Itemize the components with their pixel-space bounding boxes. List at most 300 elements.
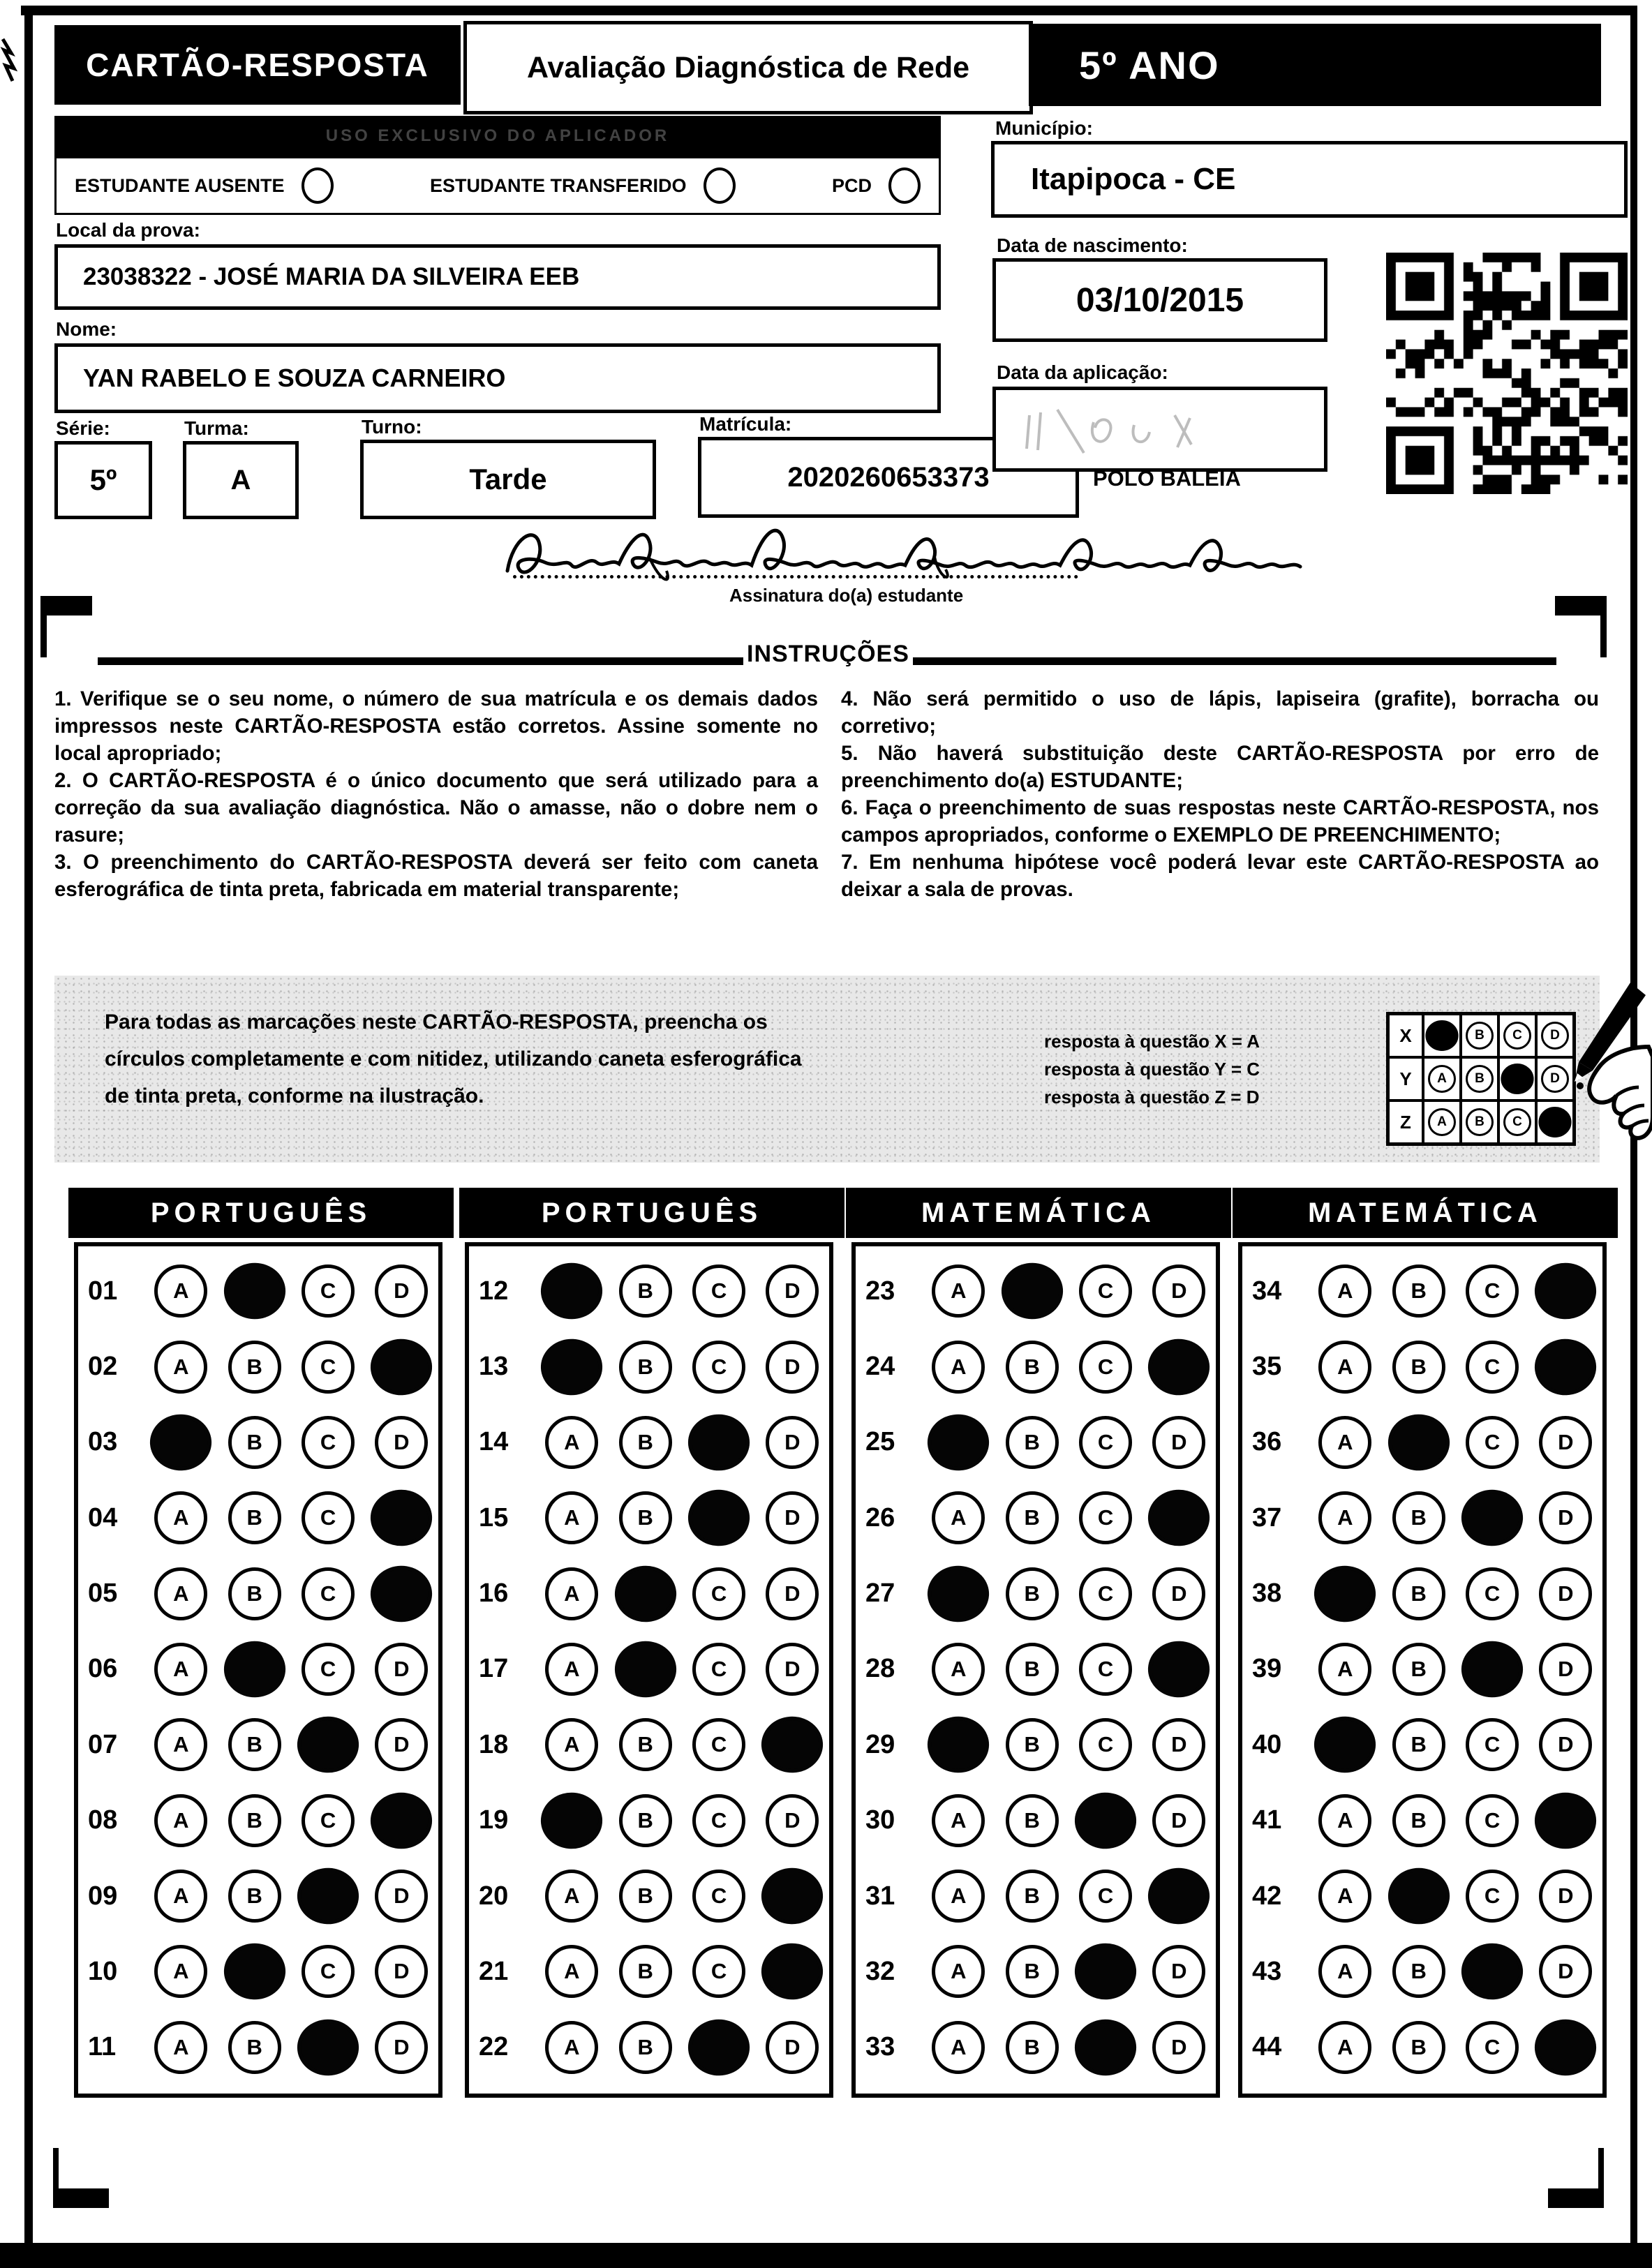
question-number: 20 (479, 1881, 509, 1911)
answer-bubble-34-C[interactable]: C (1466, 1264, 1519, 1318)
instructions-column-right (841, 685, 1599, 903)
question-number: 31 (865, 1881, 895, 1911)
question-number: 27 (865, 1579, 895, 1609)
answer-bubble-30-B[interactable]: B (1006, 1794, 1059, 1847)
answer-bubble-10-C[interactable]: C (302, 1945, 355, 1998)
answer-bubble-39-C[interactable] (1461, 1641, 1524, 1698)
question-row (88, 1491, 438, 1544)
corner-mark-top-right-stem (1600, 596, 1607, 657)
answer-bubble-43-D[interactable]: D (1539, 1945, 1592, 1998)
question-row (479, 1870, 829, 1923)
corner-mark-bottom-right (1548, 2188, 1604, 2208)
answer-bubble-32-A[interactable]: A (932, 1945, 985, 1998)
answer-bubble-04-C[interactable]: C (302, 1491, 355, 1544)
question-row (88, 2021, 438, 2074)
answer-bubble-18-C[interactable]: C (692, 1718, 745, 1771)
question-number: 16 (479, 1579, 509, 1609)
answer-bubble-08-D[interactable] (371, 1792, 432, 1849)
question-row (88, 1794, 438, 1847)
answer-bubble-35-C[interactable]: C (1466, 1341, 1519, 1394)
answer-bubble-44-C[interactable]: C (1466, 2021, 1519, 2074)
instruction-item: 7. Em nenhuma hipótese você poderá levar este CARTÃO-RESPOSTA ao deixar a sala de provas. (841, 851, 1599, 901)
answer-bubble-04-A[interactable]: A (154, 1491, 207, 1544)
answer-bubble-19-D[interactable]: D (766, 1794, 819, 1847)
answer-bubble-05-A[interactable]: A (154, 1567, 207, 1620)
answer-bubble-05-B[interactable]: B (228, 1567, 281, 1620)
aplicacao-field[interactable] (992, 387, 1327, 472)
question-row (1252, 1794, 1602, 1847)
answer-bubble-02-C[interactable]: C (302, 1341, 355, 1394)
answer-bubble-24-B[interactable]: B (1006, 1341, 1059, 1394)
status-option-label: PCD (831, 174, 872, 196)
question-row (865, 1870, 1216, 1923)
question-row (865, 1945, 1216, 1998)
answer-bubble-17-D[interactable]: D (766, 1643, 819, 1696)
answer-bubble-14-D[interactable]: D (766, 1416, 819, 1469)
answer-bubble-03-C[interactable]: C (302, 1416, 355, 1469)
answer-bubble-14-C[interactable] (688, 1415, 750, 1471)
answer-bubble-22-C[interactable] (687, 2019, 750, 2076)
answer-bubble-01-A[interactable]: A (154, 1264, 207, 1318)
matricula-label: Matrícula: (699, 413, 792, 435)
example-row-label: Y (1390, 1059, 1422, 1099)
question-number: 24 (865, 1352, 895, 1382)
answer-bubble-16-A[interactable]: A (545, 1567, 598, 1620)
answer-bubble-22-A[interactable]: A (545, 2021, 598, 2074)
answer-bubble-03-D[interactable]: D (375, 1416, 428, 1469)
answer-bubble-31-D[interactable] (1146, 1866, 1212, 1926)
answer-bubble-09-A[interactable]: A (154, 1870, 207, 1923)
answer-bubble-35-D[interactable] (1534, 1338, 1598, 1396)
question-number: 34 (1252, 1276, 1282, 1306)
question-row (865, 1567, 1216, 1620)
answer-bubble-38-A[interactable] (1312, 1564, 1378, 1624)
question-row (1252, 1870, 1602, 1923)
answer-bubble-10-D[interactable]: D (375, 1945, 428, 1998)
section-title: PORTUGUÊS (68, 1188, 454, 1238)
question-number: 11 (88, 2032, 117, 2062)
corner-mark-bottom-left (53, 2188, 109, 2208)
nascimento-field: 03/10/2015 (992, 258, 1327, 342)
answer-bubble-29-C[interactable]: C (1079, 1718, 1132, 1771)
answer-bubble-05-C[interactable]: C (302, 1567, 355, 1620)
example-legend (1044, 1027, 1260, 1111)
answer-bubble-33-B[interactable]: B (1006, 2021, 1059, 2074)
answer-bubble-07-C[interactable] (295, 1715, 362, 1775)
answer-bubble-16-D[interactable]: D (766, 1567, 819, 1620)
answer-bubble-07-B[interactable]: B (228, 1718, 281, 1771)
answer-bubble-30-C[interactable] (1073, 1791, 1137, 1849)
answer-bubble-15-A[interactable]: A (545, 1491, 598, 1544)
question-row (88, 1264, 438, 1318)
answer-bubble-20-C[interactable]: C (692, 1870, 745, 1923)
answer-bubble-26-C[interactable]: C (1079, 1491, 1132, 1544)
answer-bubble-43-C[interactable] (1459, 1941, 1526, 2002)
answer-bubble-15-C[interactable] (686, 1488, 752, 1548)
answer-bubble-25-C[interactable]: C (1079, 1416, 1132, 1469)
answer-bubble-18-A[interactable]: A (545, 1718, 598, 1771)
example-bubble-Z-B: B (1466, 1108, 1494, 1136)
answer-bubble-38-B[interactable]: B (1392, 1567, 1445, 1620)
answer-bubble-34-A[interactable]: A (1318, 1264, 1371, 1318)
answer-bubble-40-B[interactable]: B (1392, 1718, 1445, 1771)
answer-bubble-26-B[interactable]: B (1006, 1491, 1059, 1544)
answer-bubble-24-A[interactable]: A (932, 1341, 985, 1394)
answer-bubble-34-B[interactable]: B (1392, 1264, 1445, 1318)
answer-bubble-35-B[interactable]: B (1392, 1341, 1445, 1394)
answer-bubble-21-C[interactable]: C (692, 1945, 745, 1998)
answer-bubble-31-A[interactable]: A (932, 1870, 985, 1923)
answer-bubble-44-B[interactable]: B (1392, 2021, 1445, 2074)
question-number: 19 (479, 1805, 509, 1835)
answer-bubble-36-C[interactable]: C (1466, 1416, 1519, 1469)
answer-bubble-25-B[interactable]: B (1006, 1416, 1059, 1469)
question-row (1252, 1341, 1602, 1394)
answer-bubble-01-B[interactable] (223, 1262, 286, 1320)
answer-bubble-18-D[interactable] (759, 1715, 825, 1775)
question-row (865, 1643, 1216, 1696)
answer-bubble-15-B[interactable]: B (619, 1491, 672, 1544)
answer-bubble-27-D[interactable]: D (1152, 1567, 1205, 1620)
municipio-field: Itapipoca - CE (991, 141, 1628, 218)
instruction-item: 5. Não haverá substituição deste CARTÃO-RESPOSTA por erro de preenchimento do(a) ESTUDANTE; (841, 742, 1599, 792)
answer-bubble-14-A[interactable]: A (545, 1416, 598, 1469)
corner-mark-top-right (1555, 596, 1607, 616)
aplicacao-handwriting (1017, 394, 1240, 464)
question-row (865, 1718, 1216, 1771)
status-option-bubble[interactable] (888, 167, 921, 204)
question-number: 08 (88, 1805, 118, 1835)
answer-bubble-42-D[interactable]: D (1539, 1870, 1592, 1923)
answer-bubble-40-D[interactable]: D (1539, 1718, 1592, 1771)
answer-bubble-21-B[interactable]: B (619, 1945, 672, 1998)
answer-bubble-06-C[interactable]: C (302, 1643, 355, 1696)
answer-bubble-28-B[interactable]: B (1006, 1643, 1059, 1696)
question-number: 09 (88, 1881, 118, 1911)
answer-bubble-41-D[interactable] (1535, 1792, 1596, 1849)
answer-bubble-21-D[interactable] (760, 1942, 825, 2001)
example-bubble-Y-A: A (1428, 1065, 1456, 1093)
answer-bubble-04-B[interactable]: B (228, 1491, 281, 1544)
answer-bubble-41-A[interactable]: A (1318, 1794, 1371, 1847)
answer-bubble-30-A[interactable]: A (932, 1794, 985, 1847)
answer-bubble-13-D[interactable]: D (766, 1341, 819, 1394)
question-number: 30 (865, 1805, 895, 1835)
answer-bubble-11-C[interactable] (297, 2019, 359, 2076)
answer-bubble-36-D[interactable]: D (1539, 1416, 1592, 1469)
answer-bubble-39-A[interactable]: A (1318, 1643, 1371, 1696)
question-row (1252, 1491, 1602, 1544)
example-bubble-Y-B: B (1466, 1065, 1494, 1093)
answer-bubble-36-A[interactable]: A (1318, 1416, 1371, 1469)
answer-bubble-40-A[interactable] (1314, 1716, 1377, 1773)
question-row (1252, 1264, 1602, 1318)
scan-artifact (0, 35, 21, 85)
answer-bubble-15-D[interactable]: D (766, 1491, 819, 1544)
question-row (88, 1870, 438, 1923)
answer-bubble-41-C[interactable]: C (1466, 1794, 1519, 1847)
status-option-bubble[interactable] (704, 167, 736, 204)
question-number: 06 (88, 1654, 118, 1684)
answer-bubble-19-A[interactable] (539, 1790, 606, 1851)
answer-bubble-03-A[interactable] (148, 1412, 214, 1472)
answer-column-1 (68, 1188, 454, 2098)
corner-mark-top-left (40, 596, 92, 616)
answer-bubble-33-D[interactable]: D (1152, 2021, 1205, 2074)
answer-bubble-03-B[interactable]: B (228, 1416, 281, 1469)
example-bubble-X-B: B (1466, 1022, 1494, 1050)
answer-bubble-12-C[interactable]: C (692, 1264, 745, 1318)
answer-bubble-17-A[interactable]: A (545, 1643, 598, 1696)
answer-bubble-09-C[interactable] (296, 1867, 359, 1925)
question-row (88, 1643, 438, 1696)
answer-column-2 (459, 1188, 844, 2098)
answer-bubble-13-A[interactable] (539, 1337, 604, 1396)
answer-bubble-35-A[interactable]: A (1318, 1341, 1371, 1394)
answer-bubble-42-A[interactable]: A (1318, 1870, 1371, 1923)
question-row (88, 1341, 438, 1394)
answer-bubble-28-D[interactable] (1147, 1640, 1212, 1699)
assessment-title: Avaliação Diagnóstica de Rede (463, 21, 1033, 114)
example-legend-line: resposta à questão Y = C (1044, 1059, 1260, 1080)
answer-bubble-13-B[interactable]: B (619, 1341, 672, 1394)
question-row (865, 1416, 1216, 1469)
answer-bubble-28-A[interactable]: A (932, 1643, 985, 1696)
question-number: 40 (1252, 1729, 1282, 1759)
question-row (479, 1945, 829, 1998)
example-legend-line: resposta à questão X = A (1044, 1031, 1260, 1052)
answer-bubble-11-D[interactable]: D (375, 2021, 428, 2074)
question-row (1252, 1416, 1602, 1469)
grade-badge: 5º ANO (1029, 24, 1601, 106)
answer-bubble-20-D[interactable] (759, 1866, 825, 1926)
answer-bubble-16-C[interactable]: C (692, 1567, 745, 1620)
answer-bubble-02-A[interactable]: A (154, 1341, 207, 1394)
question-row (479, 1718, 829, 1771)
answer-bubble-44-A[interactable]: A (1318, 2021, 1371, 2074)
answer-grid (851, 1242, 1220, 2098)
answer-bubble-29-B[interactable]: B (1006, 1718, 1059, 1771)
status-options-row (54, 156, 941, 215)
answer-bubble-28-C[interactable]: C (1079, 1643, 1132, 1696)
answer-bubble-37-A[interactable]: A (1318, 1491, 1371, 1544)
answer-bubble-12-A[interactable] (541, 1262, 604, 1320)
local-da-prova-field: 23038322 - JOSÉ MARIA DA SILVEIRA EEB (54, 244, 941, 310)
answer-bubble-09-D[interactable]: D (375, 1870, 428, 1923)
answer-column-3 (846, 1188, 1231, 2098)
answer-bubble-41-B[interactable]: B (1392, 1794, 1445, 1847)
answer-grid (465, 1242, 833, 2098)
answer-bubble-33-A[interactable]: A (932, 2021, 985, 2074)
nome-field: YAN RABELO E SOUZA CARNEIRO (54, 343, 941, 413)
question-number: 15 (479, 1502, 509, 1532)
question-number: 04 (88, 1502, 118, 1532)
answer-bubble-20-B[interactable]: B (619, 1870, 672, 1923)
answer-bubble-06-D[interactable]: D (375, 1643, 428, 1696)
answer-bubble-18-B[interactable]: B (619, 1718, 672, 1771)
answer-bubble-07-A[interactable]: A (154, 1718, 207, 1771)
answer-bubble-38-C[interactable]: C (1466, 1567, 1519, 1620)
example-bubble-Z-C: C (1503, 1108, 1531, 1136)
question-number: 41 (1252, 1805, 1282, 1835)
card-title: CARTÃO-RESPOSTA (54, 25, 461, 105)
answer-bubble-25-D[interactable]: D (1152, 1416, 1205, 1469)
answer-bubble-17-B[interactable] (614, 1641, 677, 1698)
answer-bubble-31-B[interactable]: B (1006, 1870, 1059, 1923)
example-bubble-X-C: C (1503, 1022, 1531, 1050)
status-option-label: ESTUDANTE TRANSFERIDO (430, 174, 687, 196)
answer-bubble-32-D[interactable]: D (1152, 1945, 1205, 1998)
answer-bubble-09-B[interactable]: B (228, 1870, 281, 1923)
instruction-item: 1. Verifique se o seu nome, o número de sua matrícula e os demais dados impressos neste CARTÃO-RESPOSTA estão corretos. Assine somente no local apropriado; (54, 687, 818, 765)
question-number: 26 (865, 1502, 895, 1532)
question-row (479, 1341, 829, 1394)
question-number: 05 (88, 1579, 118, 1609)
answer-bubble-08-A[interactable]: A (154, 1794, 207, 1847)
example-bubble-X-D: D (1541, 1022, 1569, 1050)
answer-bubble-19-B[interactable]: B (619, 1794, 672, 1847)
answer-bubble-36-B[interactable] (1387, 1413, 1450, 1471)
answer-bubble-05-D[interactable] (371, 1565, 433, 1622)
question-number: 42 (1252, 1881, 1282, 1911)
answer-bubble-04-D[interactable] (369, 1488, 436, 1549)
answer-bubble-27-C[interactable]: C (1079, 1567, 1132, 1620)
hand-with-pen-icon (1526, 980, 1652, 1156)
answer-bubble-21-A[interactable]: A (545, 1945, 598, 1998)
answer-bubble-01-C[interactable]: C (302, 1264, 355, 1318)
answer-bubble-33-C[interactable] (1074, 2019, 1137, 2076)
question-number: 10 (88, 1956, 118, 1986)
answer-bubble-37-B[interactable]: B (1392, 1491, 1445, 1544)
turno-field: Tarde (360, 440, 656, 519)
answer-bubble-39-D[interactable]: D (1539, 1643, 1592, 1696)
answer-bubble-44-D[interactable] (1535, 2019, 1598, 2076)
answer-bubble-14-B[interactable]: B (619, 1416, 672, 1469)
question-row (1252, 1567, 1602, 1620)
answer-bubble-23-D[interactable]: D (1152, 1264, 1205, 1318)
question-row (479, 1416, 829, 1469)
question-number: 44 (1252, 2032, 1282, 2062)
answer-bubble-10-B[interactable] (222, 1941, 288, 2001)
answer-bubble-08-B[interactable]: B (228, 1794, 281, 1847)
answer-bubble-34-D[interactable] (1533, 1261, 1600, 1322)
answer-bubble-42-C[interactable]: C (1466, 1870, 1519, 1923)
answer-bubble-27-B[interactable]: B (1006, 1567, 1059, 1620)
question-number: 02 (88, 1352, 118, 1382)
section-title: MATEMÁTICA (1233, 1188, 1618, 1238)
answer-bubble-29-A[interactable] (928, 1716, 990, 1773)
status-option-pcd (832, 167, 921, 204)
answer-bubble-40-C[interactable]: C (1466, 1718, 1519, 1771)
frame-bottom (0, 2243, 1652, 2268)
question-row (1252, 1718, 1602, 1771)
answer-bubble-19-C[interactable]: C (692, 1794, 745, 1847)
answer-bubble-11-B[interactable]: B (228, 2021, 281, 2074)
answer-bubble-43-A[interactable]: A (1318, 1945, 1371, 1998)
status-option-estudante-transferido (430, 167, 736, 204)
status-option-bubble[interactable] (302, 167, 334, 204)
answer-bubble-26-A[interactable]: A (932, 1491, 985, 1544)
answer-bubble-23-B[interactable] (1001, 1262, 1064, 1320)
answer-bubble-22-D[interactable]: D (766, 2021, 819, 2074)
answer-bubble-26-D[interactable] (1146, 1488, 1213, 1549)
instruction-item: 3. O preenchimento do CARTÃO-RESPOSTA deverá ser feito com caneta esferográfica de tinta preta, fabricada em material transparente; (54, 851, 818, 901)
question-number: 18 (479, 1729, 509, 1759)
answer-bubble-06-B[interactable] (223, 1641, 286, 1698)
answer-bubble-39-B[interactable]: B (1392, 1643, 1445, 1696)
nascimento-label: Data de nascimento: (997, 234, 1188, 256)
answer-bubble-20-A[interactable]: A (545, 1870, 598, 1923)
answer-bubble-32-B[interactable]: B (1006, 1945, 1059, 1998)
signature-caption: Assinatura do(a) estudante (729, 585, 964, 606)
answer-bubble-24-D[interactable] (1147, 1338, 1211, 1396)
answer-bubble-25-A[interactable] (925, 1412, 991, 1472)
signature-line[interactable] (513, 575, 1078, 579)
question-number: 17 (479, 1654, 509, 1684)
question-row (865, 2021, 1216, 2074)
question-number: 37 (1252, 1502, 1282, 1532)
question-row (865, 1341, 1216, 1394)
answer-bubble-13-C[interactable]: C (692, 1341, 745, 1394)
answer-bubble-27-A[interactable] (925, 1564, 991, 1624)
serie-label: Série: (56, 417, 110, 439)
answer-bubble-37-D[interactable]: D (1539, 1491, 1592, 1544)
corner-mark-top-left-stem (40, 596, 47, 657)
student-signature (499, 516, 1312, 592)
answer-bubble-29-D[interactable]: D (1152, 1718, 1205, 1771)
answer-bubble-22-B[interactable]: B (619, 2021, 672, 2074)
answer-bubble-11-A[interactable]: A (154, 2021, 207, 2074)
answer-bubble-32-C[interactable] (1072, 1941, 1139, 2002)
question-number: 13 (479, 1352, 509, 1382)
question-row (1252, 1643, 1602, 1696)
answer-bubble-02-D[interactable] (370, 1338, 433, 1396)
municipio-label: Município: (995, 117, 1093, 139)
answer-bubble-01-D[interactable]: D (375, 1264, 428, 1318)
answer-bubble-16-B[interactable] (612, 1563, 679, 1624)
answer-bubble-37-C[interactable] (1459, 1488, 1525, 1548)
frame-left (24, 6, 33, 2260)
polo-label: POLO BALEIA (1093, 466, 1241, 491)
answer-bubble-17-C[interactable]: C (692, 1643, 745, 1696)
answer-bubble-23-C[interactable]: C (1079, 1264, 1132, 1318)
instructions-column-left (54, 685, 818, 903)
answer-bubble-31-C[interactable]: C (1079, 1870, 1132, 1923)
question-row (1252, 2021, 1602, 2074)
question-row (88, 1718, 438, 1771)
section-title: PORTUGUÊS (459, 1188, 844, 1238)
question-row (479, 2021, 829, 2074)
answer-bubble-12-D[interactable]: D (766, 1264, 819, 1318)
answer-bubble-02-B[interactable]: B (228, 1341, 281, 1394)
answer-bubble-30-D[interactable]: D (1152, 1794, 1205, 1847)
answer-bubble-06-A[interactable]: A (154, 1643, 207, 1696)
answer-bubble-24-C[interactable]: C (1079, 1341, 1132, 1394)
answer-bubble-10-A[interactable]: A (154, 1945, 207, 1998)
example-row-label: X (1390, 1015, 1422, 1056)
answer-bubble-38-D[interactable]: D (1539, 1567, 1592, 1620)
turma-label: Turma: (184, 417, 249, 439)
answer-bubble-23-A[interactable]: A (932, 1264, 985, 1318)
answer-bubble-12-B[interactable]: B (619, 1264, 672, 1318)
answer-bubble-42-B[interactable] (1388, 1868, 1450, 1925)
example-bubble-Z-A: A (1428, 1108, 1456, 1136)
answer-bubble-43-B[interactable]: B (1392, 1945, 1445, 1998)
answer-bubble-07-D[interactable]: D (375, 1718, 428, 1771)
answer-bubble-08-C[interactable]: C (302, 1794, 355, 1847)
section-title: MATEMÁTICA (846, 1188, 1231, 1238)
answer-column-4 (1233, 1188, 1618, 2098)
